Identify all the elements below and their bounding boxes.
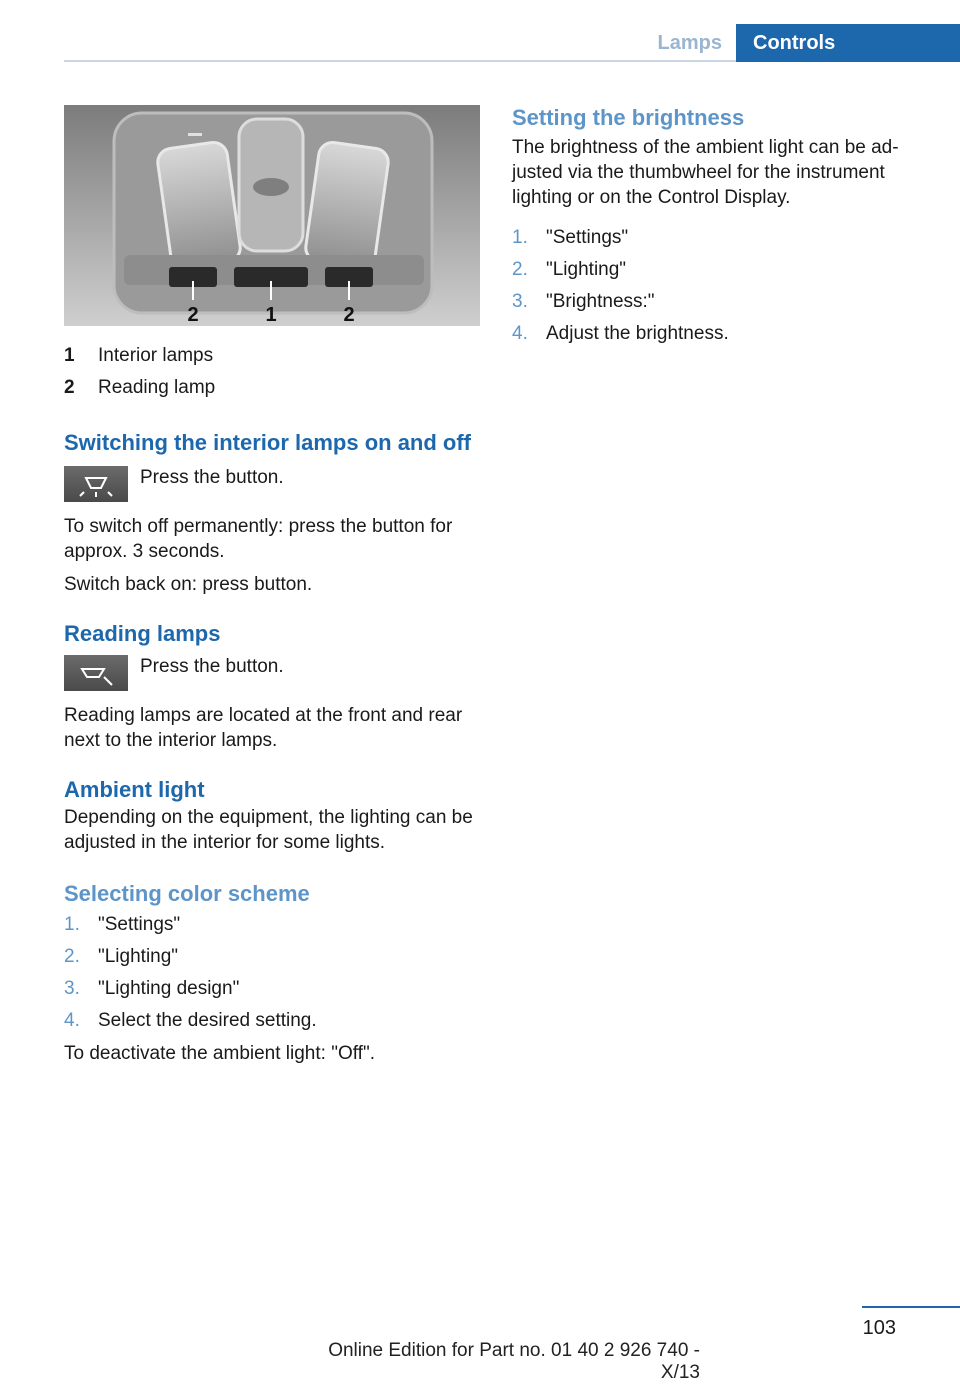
reading-button-row [64, 655, 480, 689]
reading-light-button-icon [64, 655, 128, 691]
ambient-light-text: Depending on the equipment, the lighting can be adjusted in the interior for some lights. [64, 807, 473, 853]
color-scheme-heading: Selecting color scheme [64, 881, 310, 906]
callout-2-left: 2 [187, 304, 199, 326]
step-number: 2. [64, 946, 80, 967]
step-text: "Brightness:" [546, 291, 655, 312]
step-text: "Lighting" [98, 946, 179, 967]
legend-item [64, 340, 480, 372]
interior-button-row [64, 466, 480, 500]
edition-line: Online Edition for Part no. 01 40 2 926 740 - X/13 [328, 1340, 700, 1383]
header-chapter-tab: Controls [736, 24, 960, 62]
list-item [64, 1005, 480, 1037]
legend-item [64, 372, 480, 404]
reading-button-instruction: Press the button. [140, 656, 284, 677]
reading-location-text: Reading lamps are located at the front and rear next to the interior lamps. [64, 705, 463, 751]
step-number: 1. [512, 227, 528, 248]
step-text: "Lighting" [546, 259, 627, 280]
step-number: 2. [512, 259, 528, 280]
legend-label: Reading lamp [98, 377, 216, 398]
interior-permanent-off-text: To switch off permanently: press the button for approx. 3 seconds. [64, 516, 453, 562]
step-text: "Lighting design" [98, 978, 240, 999]
legend-number: 2 [64, 377, 75, 398]
footer-rule [862, 1306, 960, 1308]
list-item [512, 286, 932, 318]
step-text: Select the desired setting. [98, 1010, 317, 1031]
step-number: 4. [64, 1010, 80, 1031]
deactivate-ambient-text: To deactivate the ambient light: "Off". [64, 1043, 375, 1064]
step-number: 3. [512, 291, 528, 312]
header-section-title: Lamps [657, 32, 722, 54]
interior-button-instruction: Press the button. [140, 467, 284, 488]
step-text: Adjust the brightness. [546, 323, 729, 344]
step-number: 1. [64, 914, 80, 935]
interior-lamps-heading: Switching the interior lamps on and off [64, 430, 472, 455]
list-item [64, 941, 480, 973]
callout-2-right: 2 [343, 304, 355, 326]
list-item [512, 222, 932, 254]
legend-label: Interior lamps [98, 345, 214, 366]
brightness-text: The brightness of the ambient light can be ad‐justed via the thumbwheel for the instrument lighting or on the Control Display. [512, 137, 899, 208]
interior-light-button-icon [64, 466, 128, 502]
reading-lamps-heading: Reading lamps [64, 621, 221, 646]
step-number: 4. [512, 323, 528, 344]
color-scheme-steps [64, 909, 480, 1037]
callout-1: 1 [265, 304, 277, 326]
step-number: 3. [64, 978, 80, 999]
interior-lamps-photo [64, 105, 480, 326]
brightness-heading: Setting the brightness [512, 105, 745, 130]
ambient-light-heading: Ambient light [64, 777, 205, 802]
step-text: "Settings" [98, 914, 181, 935]
brightness-steps [512, 222, 932, 350]
list-item [64, 909, 480, 941]
list-item [512, 254, 932, 286]
step-text: "Settings" [546, 227, 629, 248]
right-column [512, 105, 932, 350]
left-column [64, 105, 480, 1066]
figure-legend [64, 340, 480, 404]
list-item [512, 318, 932, 350]
interior-switch-on-text: Switch back on: press button. [64, 574, 313, 595]
legend-number: 1 [64, 345, 75, 366]
page-number: 103 [862, 1317, 896, 1339]
list-item [64, 973, 480, 1005]
